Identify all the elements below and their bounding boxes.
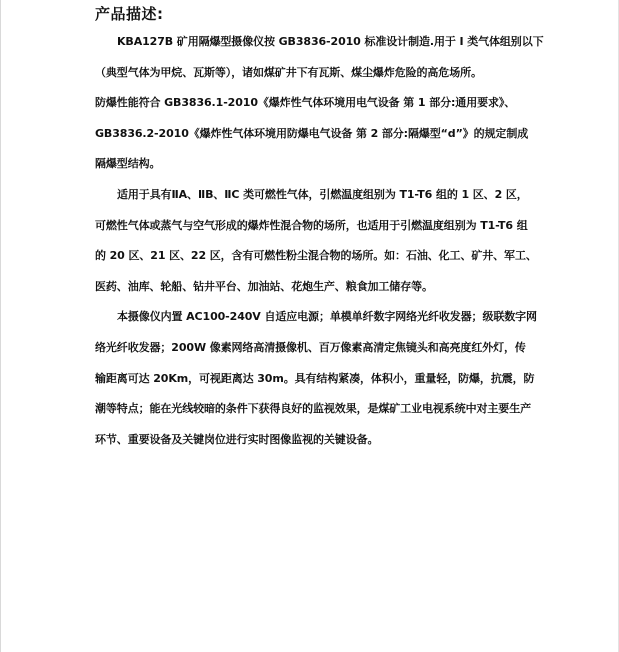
text-line: 环节、重要设备及关键岗位进行实时图像监视的关键设备。	[95, 432, 379, 446]
text-line: 防爆性能符合 GB3836.1-2010《爆炸性气体环境用电气设备 第 1 部分:通用要求》、	[95, 96, 516, 110]
text-line: 医药、油库、轮船、钻井平台、加油站、花炮生产、粮食加工储存等。	[95, 279, 433, 293]
text-line: 适用于具有ⅡA、ⅡB、ⅡC 类可燃性气体，引燃温度组别为 T1-T6 组的 1 区、2 区，	[117, 187, 528, 201]
text-line: 的 20 区、21 区、22 区，含有可燃性粉尘混合物的场所。如：石油、化工、矿井、军工、	[95, 249, 537, 263]
text-line: KBA127B 矿用隔爆型摄像仪按 GB3836-2010 标准设计制造.用于 I 类气体组别以下	[117, 35, 544, 48]
text-line: 络光纤收发器；200W 像素网络高清摄像机、百万像素高清定焦镜头和高亮度红外灯，传	[95, 340, 526, 354]
page-left-border	[0, 0, 1, 652]
text-line: （典型气体为甲烷、瓦斯等），诸如煤矿井下有瓦斯、煤尘爆炸危险的高危场所。	[95, 65, 482, 79]
text-line: 本摄像仪内置 AC100-240V 自适应电源；单模单纤数字网络光纤收发器；级联数字网	[117, 310, 537, 324]
text-line: 可燃性气体或蒸气与空气形成的爆炸性混合物的场所，也适用于引燃温度组别为 T1-T6 组	[95, 218, 528, 232]
description-body	[95, 32, 555, 460]
section-heading: 产品描述:	[95, 5, 164, 23]
text-line: 隔爆型结构。	[95, 157, 161, 171]
text-line: 输距离可达 20Km，可视距离达 30m。具有结构紧凑，体积小，重量轻，防爆，抗震，防	[95, 371, 535, 385]
text-line: GB3836.2-2010《爆炸性气体环境用防爆电气设备 第 2 部分:隔爆型“d”》的规定制成	[95, 126, 529, 140]
text-line: 潮等特点；能在光线较暗的条件下获得良好的监视效果，是煤矿工业电视系统中对主要生产	[95, 402, 531, 416]
